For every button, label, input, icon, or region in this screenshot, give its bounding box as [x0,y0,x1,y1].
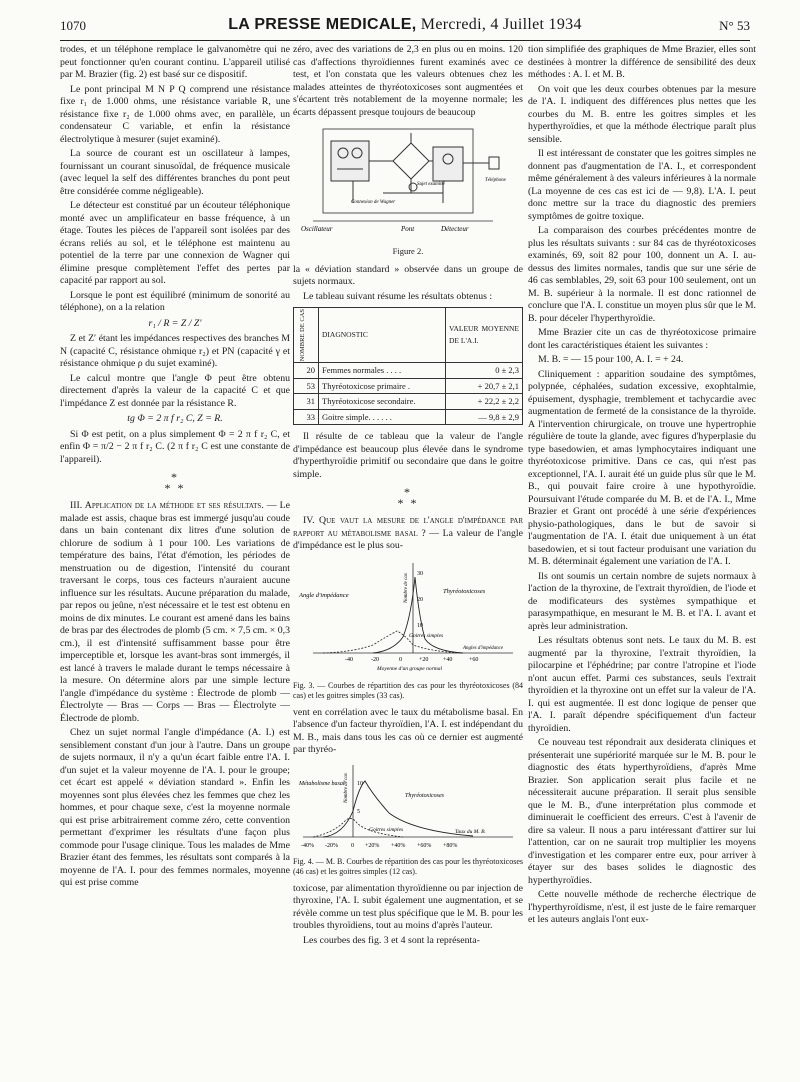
journal-title: LA PRESSE MEDICALE, [228,16,417,33]
table-cell: + 20,7 ± 2,1 [446,378,523,394]
fig4-label-axis: Taux du M. B. [455,828,486,835]
issue-date: Mercredi, 4 Juillet 1934 [420,16,582,33]
paragraph: Ils ont soumis un certain nombre de sujets normaux à l'action de la thyroxine, de l'extrait thyroïdien, de l'iode et de modificateurs des systèmes sympathique et parasympathique, en mesurant le M. B. et l'A. I. avant et après leur administration. [528,570,756,632]
table-cell: Thyréotoxicose primaire . [319,378,446,394]
section-iii [60,500,290,725]
issue-number: N° 53 [719,18,750,33]
paragraph: Il est intéressant de constater que les goitres simples ne donnent pas d'augmentation de l'A. I., et correspondent même généralement à des valeurs inférieures à la normale (La moyenne de ces cas est ici de — 9,8). L'A. I. peut donc mettre sur la trace du diagnostic des premiers symptômes de goitre toxique. [528,148,756,222]
fig4-label-right: Thyréotoxicoses [405,792,444,799]
fig3-xtick: 0 [399,656,402,663]
running-title [60,16,750,34]
section-separator: * * * [397,485,419,511]
fig3-xtick: -20 [371,656,379,663]
fig4-ylabel: Nombre de cas [344,773,349,803]
paragraph: Les courbes des fig. 3 et 4 sont la représenta- [303,934,480,946]
paragraph: Le tableau suivant résume les résultats obtenus : [303,290,493,302]
fig3-xtick: -40 [345,656,353,663]
table-row [294,363,523,379]
paragraph: la « déviation standard » observée dans un groupe de sujets normaux. [293,263,523,287]
paragraph: Il résulte de ce tableau que la valeur de l'angle d'impédance est beaucoup plus élevée dans le syndrome d'hyperthyroïdie primitif ou secondaire que dans le goitre simple. [293,431,523,480]
fig3-xtick: +40 [443,656,453,663]
formula-phase-angle: tg Φ = 2 π f r₂ C, Z = R. [127,413,223,424]
paragraph: Z et Z′ étant les impédances respectives des branches M N (capacité C, résistance ohmique r₂) et PN (capacité γ et résistance ohmique ρ du sujet examiné). [60,333,290,369]
fig3-ytick: 20 [417,596,423,603]
paragraph: — La valeur de l'angle d'impédance est le plus sou- [293,527,523,552]
fig4-ytick: 10 [357,780,363,787]
paragraph: Cette nouvelle méthode de recherche électrique de l'hyperthyroïdisme, n'est, il est juste de le faire remarquer et les auteurs anglais l'ont eux- [528,889,756,925]
figure-2-circuit-diagram [293,123,523,241]
fig2-detector-label: Détecteur [441,225,469,233]
figure-3-caption: Fig. 3. — Courbes de répartition des cas pour les thyréotoxicoses (84 cas) et les goitres simples (33 cas). [293,680,523,700]
section-title: IV. Que vaut la mesure de l'angle d'impédance par rapport au métabolisme basal ? [293,515,523,539]
fig4-xtick: 0 [351,842,354,849]
fig2-oscillator-label: Oscillateur [301,225,333,233]
fig4-xtick: +60% [417,842,432,849]
figure-3-distribution-curves [293,557,523,677]
fig3-label-axis: Angles d'impédance [463,645,504,651]
column-header: NOMBRE DE CAS [299,309,306,362]
table-cell: Femmes normales . . . . [319,363,446,379]
paragraph: toxicose, par alimentation thyroïdienne ou par injection de thyroxine, l'A. I. subit également une augmentation, et se révèle comme un test plus spécifique que le M. B. pour les troubles thyroïdiens, tout au moins d'après l'auteur. [293,882,523,932]
paragraph: Chez un sujet normal l'angle d'impédance (A. I.) est sensiblement constant d'un jour à l'autre. Dans un groupe de sujets normaux, il n'y a qu'un écart faible entre l'A. I. d'un sujet et la valeur moyenne de l'A. I. pour le groupe; cet écart est appelé « déviation standard ». Enfin les moyennes sont plus élevées chez les femmes que chez les hommes, et pour chaque sexe, c'est la moyenne normale qui est prise arbitrairement comme zéro, cette convention permettant d'exprimer les résultats d'une façon plus commode pour l'usage clinique. Tous les malades de Mme Brazier étant des femmes, les résultats sont comparés à la moyenne de l'A. I. pour des femmes normales, moyenne qui est prise comme [60,727,290,888]
fig4-ytick: 5 [357,808,360,815]
paragraph: Les résultats obtenus sont nets. Le taux du M. B. est augmenté par la thyroxine, l'extrait thyroïdien, la pilocarpine et l'éphédrine; par contre l'atropine et l'iode n'ont aucun effet. Parmi ces substances, seuls l'extrait thyroïdien et la thyroxine ont un effet sur la valeur de l'A. I. qui est augmentée. Il est donc logique de penser que l'A. I. paraît dépendre spécifiquement d'un facteur thyroïdien. [528,635,756,734]
page-number: 1070 [60,18,86,33]
table-row [294,409,523,425]
table-header-row [294,308,523,363]
table-cell: 20 [294,363,319,379]
fig4-label-goitre: Goitres simples [369,826,404,833]
figure-2-caption: Figure 2. [392,246,424,256]
paragraph: Lorsque le pont est équilibré (minimum de sonorité au téléphone), on a la relation [60,289,290,313]
fig2-phone-label: Téléphone [485,178,506,183]
fig3-ytick: 30 [417,570,423,577]
table-cell: 31 [294,394,319,410]
column-header: DIAGNOSTIC [319,308,446,363]
table-cell: Goitre simple. . . . . . [319,409,446,425]
paragraph: Si Φ est petit, on a plus simplement Φ = 2 π f r₂ C, et enfin Φ = π/2 − 2 π f r₂ C. (2 π f r₂ C est une constante de l'appareil). [60,428,290,465]
fig3-label-right: Thyréotoxicoses [443,587,486,595]
paragraph: La source de courant est un oscillateur à lampes, fournissant un courant sinusoïdal, de fréquence musicale (avec lequel la self des différentes branches du pont peut être considérée comme négligeable). [60,148,290,197]
column-3 [528,44,756,1076]
results-table [293,307,523,425]
paragraph: M. B. = — 15 pour 100, A. I. = + 24. [538,354,684,365]
fig4-xtick: -20% [325,842,338,849]
table-cell: 0 ± 2,3 [446,363,523,379]
page-header [60,14,750,41]
fig3-xtick: +20 [419,656,429,663]
fig4-xtick: +20% [365,842,380,849]
table-cell: 33 [294,409,319,425]
fig2-subject-label: Sujet examiné [417,182,445,187]
fig3-xtick: +60 [469,656,479,663]
fig3-ylabel: Nombre de cas [404,573,409,603]
paragraph: Ce nouveau test répondrait aux desiderata cliniques et présenterait une supériorité marquée sur le M. B. pour le diagnostic des états hyperthyroïdiens, d'après Mme Brazier. Son application serait plus facile et ne nécessiterait aucune préparation. Il serait plus sensible que le M. B., d'une interprétation plus commode et diminuerait le coefficient des erreurs. C'est à l'avenir de dire sa valeur. Il nous a paru intéressant d'attirer sur lui l'attention, car on ne saurait trop multiplier les moyens d'investigation et les comparer entre eux, pour arriver à étayer sur des bases solides le diagnostic des hyperthyroïdies. [528,737,756,886]
paragraph: Le détecteur est constitué par un écouteur téléphonique monté avec un amplificateur en basse fréquence, à un étage. Toutes les pièces de l'appareil sont isolées par des écrans reliés au sol, et le téléphone est maintenu au potentiel de la terre par une connexion de Wagner qui élimine presque complètement l'effet des pertes par capacité par rapport au sol. [60,200,290,286]
fig2-wagner-label: Connexion de Wagner [351,200,396,205]
fig3-label-mean: Moyenne d'un groupe normal [377,665,442,672]
paragraph: tion simplifiée des graphiques de Mme Brazier, elles sont destinées à montrer la différence de sensibilité des deux méthodes : A. I. et M. B. [528,44,756,80]
figure-4-distribution-curves [293,761,523,853]
fig4-xtick: -40% [301,842,314,849]
table-cell: 53 [294,378,319,394]
column-1 [60,44,290,1076]
paragraph: zéro, avec des variations de 2,3 en plus ou en moins. 120 cas d'affections thyroïdiennes furent examinés avec ce test, et l'on constata que les valeurs obtenues chez les malades atteintes de thyréotoxicoses sont augmentées et s'écartent très notablement de la moyenne normale; les écarts dépassent presque toujours de beaucoup [293,44,523,118]
table-cell: + 22,2 ± 2,2 [446,394,523,410]
paragraph: On voit que les deux courbes obtenues par la mesure de l'A. I. indiquent des différences plus nettes que les courbes du M. B. entre les goitres simples et les hyperthyroïdies, et que la méthode électrique paraît plus sensible. [528,83,756,145]
column-header: VALEUR MOYENNE DE L'A.I. [446,308,523,363]
table-row [294,394,523,410]
fig3-label-left: Angle d'impédance [299,591,349,599]
paragraph: Le pont principal M N P Q comprend une résistance fixe r₁ de 1.000 ohms, une résistance variable R, une résistance fixe r₂ de 1.000 ohms avec, en parallèle, un condensateur C variable, et enfin la résistance électrolytique à mesurer (sujet examiné). [60,83,290,145]
fig4-label-left: Métabolisme basal [299,780,345,787]
fig2-bridge-label: Pont [401,225,415,233]
section-separator: * * * [164,470,186,495]
fig4-xtick: +40% [391,842,406,849]
table-cell: — 9,8 ± 2,9 [446,409,523,425]
column-2 [293,44,523,1076]
fig4-xtick: +80% [443,842,458,849]
paragraph: Cliniquement : apparition soudaine des symptômes, polypnée, céphalées, sudation excessive, exophtalmie, épuisement, dysphagie, tremblement et tachycardie avec augmentation de fermeté de la consistance de la thyroïde. A l'intervention chirurgicale, on trouve une hypertrophie régulière de toute la glande, avec figures d'hyperplasie du type basedowien, et amas lymphocytaires indiquant une thyréotoxicose primitive. Dans ce cas, qui n'est pas exceptionnel, l'A. I. aurait été un guide plus sûr que le M. B., qui pouvait faire croire à une hypothyroïdie. Poursuivant l'étude comparée du M. B. et de l'A. I., Mme Brazier et Grant ont procédé à une série d'expériences physio-pathologiques, dans le but de savoir si l'augmentation de l'A. I. était due uniquement à un état basedowien, et si tout facteur produisant une variation du M. B. déterminait également une variation de l'A. I. [528,368,756,567]
fig3-label-goitre: Goitres simples [409,632,444,639]
paragraph: trodes, et un téléphone remplace le galvanomètre qui ne peut fonctionner qu'en courant continu. L'appareil utilisé par M. Brazier (fig. 2) est basé sur ce dispositif. [60,44,290,80]
paragraph: La comparaison des courbes précédentes montre de plus les résultats suivants : sur 84 cas de thyréotoxicoses examinés, 69, soit 82 pour 100, donnent un A. I. au-dessus des limites normales, tandis que sur une série de 46 cas semblables, 29, soit 63 pour 100 seulement, ont un M. B. supérieur à la normale. Il est donc rationnel de conclure que l'A. I. constitue un moyen plus sûr que le M. B. pour déceler l'hyperthyroïdie. [528,225,756,324]
paragraph: Mme Brazier cite un cas de thyréotoxicose primaire dont les caractéristiques étaient les suivantes : [528,327,756,351]
section-iv [293,515,523,553]
paragraph: — Le malade est assis, chaque bras est immergé jusqu'au coude dans un bain contenant dix litres d'une solution de chlorure de sodium à 1 pour 100. Les variations de température des bains, l'état d'émotion, les périodes de menstruation ou de digestion, l'intensité du courant traversant le corps, tous ces facteurs n'auraient aucune influence sur les résultats. Aucune préparation du malade, par repos ou jeûne, n'est nécessaire et le test est obtenu en moins de dix minutes. Le courant est amené dans les bains de bras par des électrodes de plomb (5 cm. × 7,5 cm. × 0,3 cm.), il est d'intensité suffisamment basse pour être imperceptible et, lorsque les avant-bras sont immergés, il est lancé à travers le malade durant le temps nécessaire à la mesure. On détermine alors par une simple lecture l'angle d'impédance du système : Électrode de plomb — Électrolyte — Bras — Corps — Bras — Électrolyte — Électrode de plomb. [60,500,290,724]
formula-bridge-equilibrium: r₁ / R = Z / Z′ [148,317,202,329]
figure-4-caption: Fig. 4. — M. B. Courbes de répartition des cas pour les thyréotoxicoses (46 cas) et les goitres simples (12 cas). [293,856,523,876]
fig3-ytick: 10 [417,622,423,629]
paragraph: vent en corrélation avec le taux du métabolisme basal. En l'absence d'un facteur thyroïdien, l'A. I. est indépendant du M. B., mais dans tous les cas où ce dernier est augmenté par thyréo- [293,706,523,756]
section-title: III. Application de la méthode et ses résultats. [70,500,264,511]
table-row [294,378,523,394]
table-cell: Thyréotoxicose secondaire. [319,394,446,410]
paragraph: Le calcul montre que l'angle Φ peut être obtenu directement d'après la valeur de la capacité C et que l'impédance Z est donnée par la résistance R. [60,372,290,409]
